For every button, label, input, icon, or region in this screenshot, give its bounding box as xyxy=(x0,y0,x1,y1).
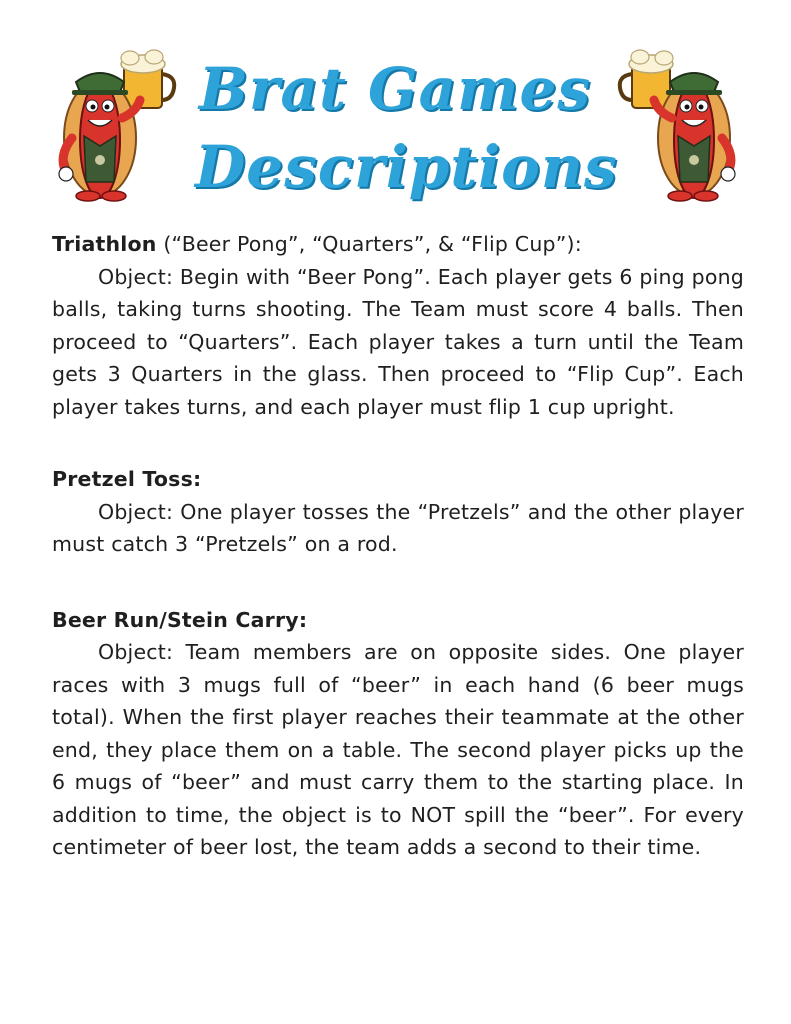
title-line-2: Descriptions xyxy=(195,133,618,201)
page-title xyxy=(195,50,618,206)
section-heading-bold: Triathlon xyxy=(52,232,157,256)
section-body: Object: Begin with “Beer Pong”. Each player gets 6 ping pong balls, taking turns shooting. The Team must score 4 balls. Then proceed to “Quarters”. Each player takes a turn until the Team gets 3 Quarters in the glass. Then proceed to “Flip Cup”. Each player takes turns, and each player must flip 1 cup upright. xyxy=(52,264,744,419)
section-beer-run xyxy=(52,604,744,864)
section-heading: Beer Run/Stein Carry: xyxy=(52,607,308,632)
section-heading: Pretzel Toss: xyxy=(52,467,202,491)
section-body: Object: One player tosses the “Pretzels” and the other player must catch 3 “Pretzels” on a rod. xyxy=(52,499,744,556)
section-triathlon xyxy=(52,228,744,423)
section-heading-suffix: (“Beer Pong”, “Quarters”, & “Flip Cup”): xyxy=(156,232,582,256)
section-pretzel-toss xyxy=(52,463,744,561)
section-heading xyxy=(52,228,744,261)
bratwurst-mascot-icon xyxy=(42,48,182,203)
bratwurst-mascot-icon xyxy=(612,48,752,203)
title-line-1: Brat Games xyxy=(198,55,592,123)
section-body: Object: Team members are on opposite sides. One player races with 3 mugs full of “beer” in each hand (6 beer mugs total). When the first player reaches their teammate at the other end, they place them on a table. The second player picks up the 6 mugs of “beer” and must carry them to the starting place. In addition to time, the object is to NOT spill the “beer”. For every centimeter of beer lost, the team adds a second to their time. xyxy=(52,640,744,859)
game-descriptions xyxy=(52,228,744,864)
